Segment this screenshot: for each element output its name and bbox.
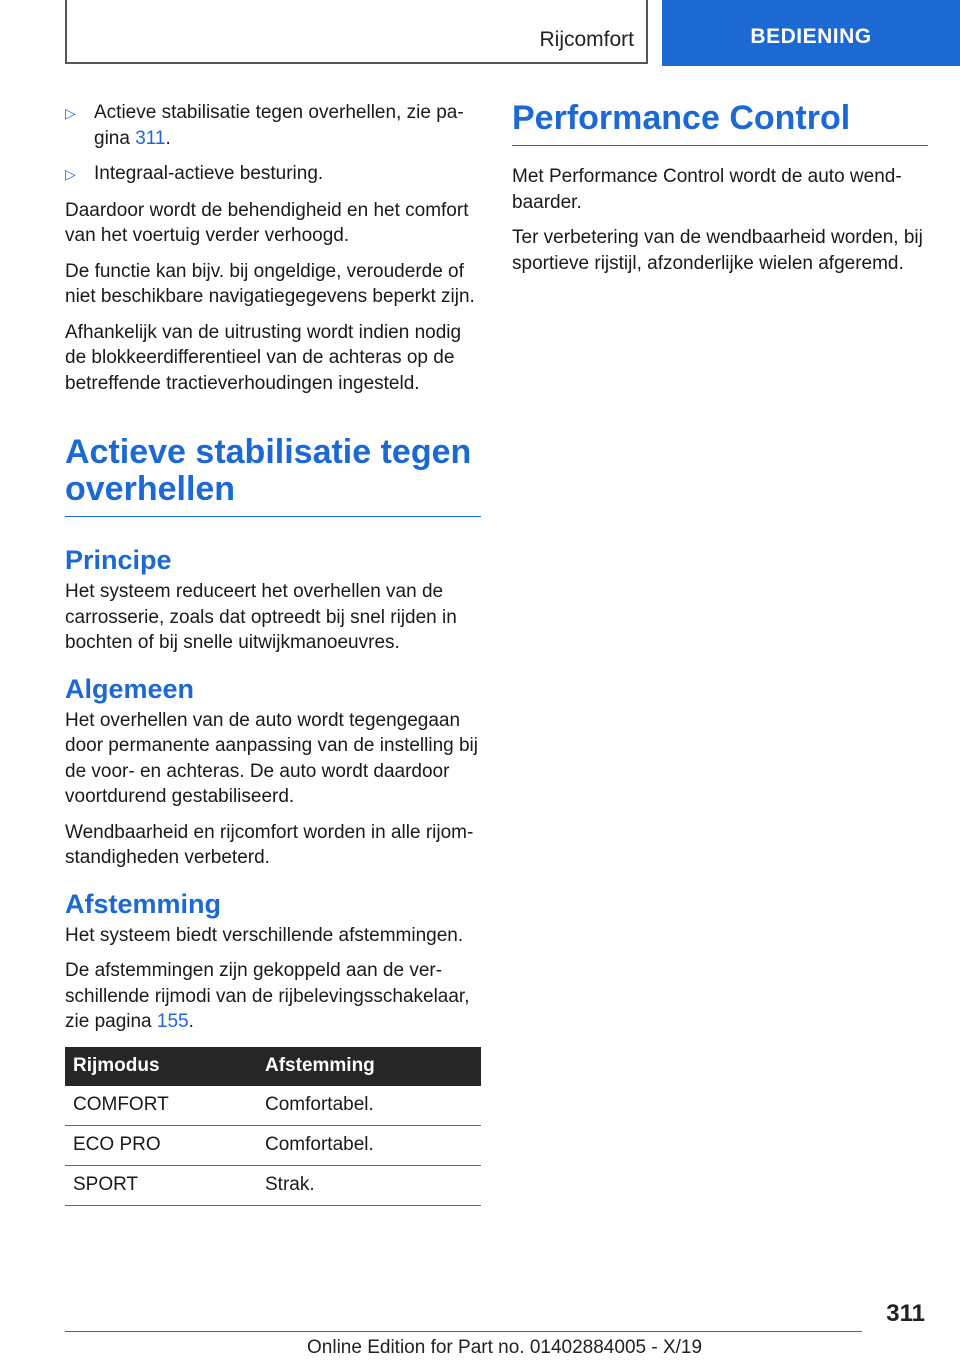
subheading-principe: Principe [65,545,172,575]
paragraph: Het overhellen van de auto wordt tegengegaan door permanente aanpassing van de instelling bij de voor- en achteras. De auto wordt daardoor voortdurend gestabiliseerd. [65,709,478,807]
table-row [65,1165,481,1205]
footer-divider [65,1331,862,1332]
table-cell: Strak. [257,1165,481,1205]
chapter-title: BEDIENING [750,25,872,48]
paragraph: Het systeem reduceert het overhellen van de carrosserie, zoals dat optreedt bij snel rijden in bochten of bij snelle uitwijkmanoeuvres. [65,581,457,653]
table-cell: COMFORT [65,1086,257,1126]
table-row [65,1086,481,1126]
chapter-tab [662,0,960,66]
table-cell: SPORT [65,1165,257,1205]
section-heading: Performance Control [512,100,928,146]
subheading-algemeen: Algemeen [65,673,195,704]
page-link[interactable]: 155 [156,1011,189,1032]
drive-mode-table [65,1047,481,1206]
table-cell: Comfortabel. [257,1086,481,1126]
paragraph: Wendbaarheid en rijcomfort worden in alle rijom‐ standigheden verbeterd. [65,821,474,868]
paragraph: Het systeem biedt verschillende afstemmingen. [65,924,464,946]
triangle-bullet-icon: ▷ [65,166,76,182]
paragraph: Ter verbetering van de wendbaarheid worden, bij sportieve rijstijl, afzonderlijke wielen afgeremd. [512,227,923,274]
footer-edition: Online Edition for Part no. 01402884005 - X/19 [307,1337,703,1358]
table-cell: ECO PRO [65,1125,257,1165]
right-column [512,100,928,286]
triangle-bullet-icon: ▷ [65,105,76,121]
column-header: Rijmodus [65,1047,257,1086]
paragraph: De functie kan bijv. bij ongeldige, verouderde of niet beschikbare navigatiegegevens beperkt zijn. [65,260,475,307]
paragraph: De afstemmingen zijn gekoppeld aan de ver‐ schillende rijmodi van de rijbelevingsschakelaar, zie pagina 155. [65,960,470,1032]
paragraph: Daardoor wordt de behendigheid en het comfort van het voertuig verder verhoogd. [65,199,469,246]
left-column [65,100,481,1206]
page-number: 311 [886,1300,925,1327]
column-header: Afstemming [257,1047,481,1086]
section-heading: Actieve stabilisatie tegen overhellen [65,434,481,517]
page-link[interactable]: 311 [135,127,166,149]
table-row [65,1125,481,1165]
paragraph: Met Performance Control wordt de auto wend‐ baarder. [512,166,902,213]
table-header-row [65,1047,481,1086]
bullet-text: Integraal-actieve besturing. [94,163,324,184]
section-title: Rijcomfort [539,28,634,51]
list-item [65,161,481,188]
table-cell: Comfortabel. [257,1125,481,1165]
list-item: ▷ Actieve stabilisatie tegen overhellen, zie pa‐ gina 311. [65,100,481,151]
bullet-text: Actieve stabilisatie tegen overhellen, zie pa‐ gina [94,102,464,149]
subheading-afstemming: Afstemming [65,888,222,919]
paragraph: Afhankelijk van de uitrusting wordt indien nodig de blokkeerdifferentieel van de achteras op de betreffende tractieverhoudingen ingesteld. [65,321,462,394]
